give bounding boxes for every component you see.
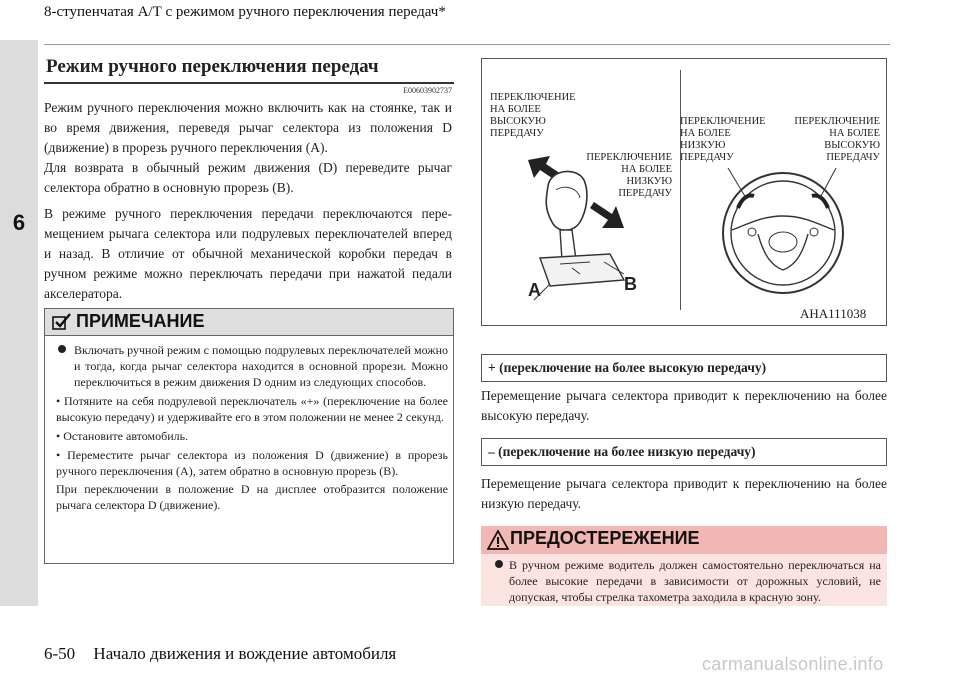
slot-a-label: A: [528, 280, 541, 300]
bullet-dot: [58, 345, 66, 353]
downshift-heading: – (переключение на более низкую передачу): [481, 438, 887, 466]
section-paragraph-1: Режим ручного переключения можно включить как на стоянке, так и во время движения, переведя рычаг селектора из положения D (движение) в прорезь ручного переключения (A).: [44, 100, 452, 155]
section-title: Режим ручного переключения передач: [44, 56, 454, 84]
section-paragraph-3: В режиме ручного переключения передачи переключаются пере- мещением рычага селектора или подрулевых переключателей вперед и назад. В отличие от обычной механической коробки передач в ручном режиме можно переключать передачи при нажатой педали акселератора.: [44, 206, 452, 301]
note-item-1: • Потяните на себя подрулевой переключатель «+» (переключение на более высокую передачу) и удерживайте его в этом положении не менее 2 секунд.: [56, 394, 448, 424]
figure-caption: AHA111038: [800, 306, 867, 321]
upshift-heading: + (переключение на более высокую передачу): [481, 354, 887, 382]
check-mark-icon: [52, 313, 72, 331]
note-bullet-text: Включать ручной режим с помощью подрулевых переключателей можно и тогда, когда рычаг селектора находится в основной прорези. Можно переключиться в режим движения D одним из следующих способов.: [74, 343, 448, 389]
note-item-2: • Остановите автомобиль.: [56, 429, 189, 443]
note-item-3: • Переместите рычаг селектора из положения D (движение) в прорезь ручного переключения (A), затем обратно в основную прорезь (B).: [56, 448, 448, 478]
warning-content: [491, 557, 881, 605]
label-upshift: ПЕРЕКЛЮЧЕНИЕ НА БОЛЕЕ ВЫСОКУЮ ПЕРЕДАЧУ: [490, 92, 576, 139]
page-footer: [44, 644, 396, 664]
note-content: [56, 342, 448, 513]
label-paddle-upshift: ПЕРЕКЛЮЧЕНИЕ НА БОЛЕЕ ВЫСОКУЮ ПЕРЕДАЧУ: [794, 116, 880, 163]
header-rule: [44, 44, 890, 45]
figure-divider: [680, 70, 681, 310]
downshift-text: Перемещение рычага селектора приводит к переключению на более низкую передачу.: [481, 476, 887, 511]
label-paddle-downshift: ПЕРЕКЛЮЧЕНИЕ НА БОЛЕЕ НИЗКУЮ ПЕРЕДАЧУ: [680, 116, 766, 163]
section-paragraph-2: Для возврата в обычный режим движения (D) переведите рычаг селектора обратно в основную прорезь (B).: [44, 160, 452, 195]
slot-b-label: B: [624, 274, 637, 294]
page-number: 6-50: [44, 644, 76, 663]
note-title: ПРИМЕЧАНИЕ: [76, 311, 205, 331]
bullet-dot: [495, 560, 503, 568]
section-code: E00603902737: [403, 86, 452, 95]
note-footer-text: При переключении в положение D на дисплее отобразится положение рычага селектора D (движение).: [56, 482, 448, 512]
chapter-number: 6: [12, 210, 26, 235]
watermark: carmanualsonline.info: [702, 654, 884, 674]
running-header: 8-ступенчатая А/Т с режимом ручного переключения передач*: [44, 4, 446, 20]
arrow-down-right-icon: [590, 202, 624, 228]
chapter-side-tab: [0, 40, 38, 606]
steering-wheel-illustration: [718, 168, 848, 298]
selector-lever-illustration: [520, 150, 670, 310]
warning-text: В ручном режиме водитель должен самостоятельно переключаться на более высокие передачи в зависимости от дорожных условий, не допуская, чтобы стрелка тахометра заходила в красную зону.: [509, 558, 881, 604]
chapter-title: Начало движения и вождение автомобиля: [93, 644, 397, 663]
warning-triangle-icon: [487, 530, 509, 550]
label-downshift: ПЕРЕКЛЮЧЕНИЕ НА БОЛЕЕ НИЗКУЮ ПЕРЕДАЧУ: [586, 152, 672, 199]
upshift-text: Перемещение рычага селектора приводит к переключению на более высокую передачу.: [481, 388, 887, 423]
warning-title: ПРЕДОСТЕРЕЖЕНИЕ: [510, 528, 700, 548]
